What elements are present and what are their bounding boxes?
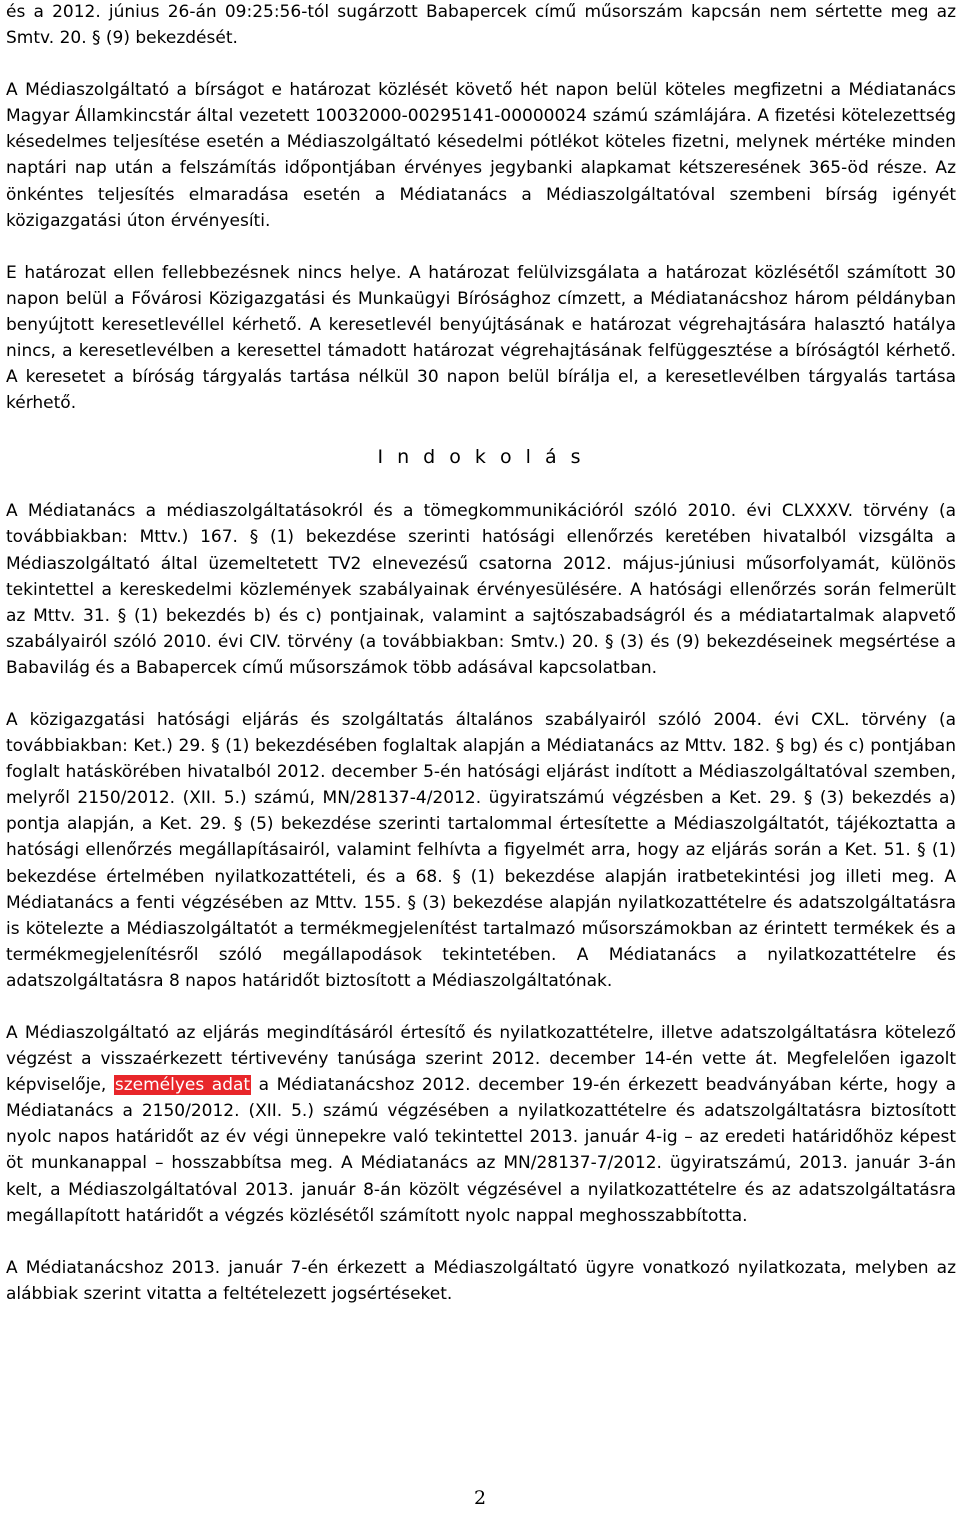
section-heading-reasoning: I n d o k o l á s: [377, 446, 585, 469]
paragraph-appeal: E határozat ellen fellebbezésnek nincs helye. A határozat felülvizsgálata a határozat közlésétől számított 30 napon belül a Fővárosi Közigazgatási és Munkaügyi Bírósághoz címzett, a Médiatanácshoz három példányban benyújtott keresetlevéllel kérhető. A keresetlevél benyújtásának e határozat végrehajtására halasztó hatálya nincs, a keresetlevélben a keresettel támadott határozat végrehajtásának felfüggesztése a bíróságtól kérhető. A keresetet a bíróság tárgyalás tartása nélkül 30 napon belül bírálja el, a keresetlevélben tárgyalás tartása kérhető.: [6, 262, 956, 414]
paragraph-text-before-redaction: A Médiaszolgáltató az eljárás megindításáról értesítő és nyilatkozattételre, illetve adatszolgáltatásra kötelező végzést a visszaérkezett tértivevény tanúsága szerint 2012. december 14-én vette át. Megfelelően igazolt képviselője,: [6, 1023, 956, 1096]
redacted-personal-data: személyes adat: [114, 1075, 251, 1096]
paragraph-statement: A Médiatanácshoz 2013. január 7-én érkezett a Médiaszolgáltató ügyre vonatkozó nyilatkozata, melyben az alábbiak szerint vitatta a feltételezett jogsértéseket.: [6, 1257, 956, 1304]
paragraph-ruling-end: és a 2012. június 26-án 09:25:56-tól sugárzott Babapercek című műsorszám kapcsán nem sértette meg az Smtv. 20. § (9) bekezdését.: [6, 2, 956, 49]
paragraph-deadline-extension: [6, 1020, 956, 1229]
document-page: [6, 0, 956, 1333]
paragraph-proceeding: A közigazgatási hatósági eljárás és szolgáltatás általános szabályairól szóló 2004. évi CXL. törvény (a továbbiakban: Ket.) 29. § (1) bekezdésében foglaltak alapján a Médiatanács az Mttv. 182. § bg) és c) pontjában foglalt hatáskörében hivatalból 2012. december 5-én hatósági eljárást indított a Médiaszolgáltatóval szemben, melyről 2150/2012. (XII. 5.) számú, MN/28137-4/2012. ügyiratszámú végzésben a Ket. 29. § (3) bekezdés a) pontja alapján, a Ket. 29. § (5) bekezdése szerinti tartalommal értesítette a Médiaszolgáltatót, tájékoztatta a hatósági ellenőrzés megállapításairól, valamint felhívta a figyelmét arra, hogy az eljárás során a Ket. 51. § (1) bekezdése értelmében nyilatkozattételi, és a 68. § (1) bekezdése alapján iratbetekintési jog illeti meg. A Médiatanács a fenti végzésében az Mttv. 155. § (3) bekezdése alapján nyilatkozattételre és adatszolgáltatásra is kötelezte a Médiaszolgáltatót a termékmegjelenítést tartalmazó műsorszámokban az érintett termékek és a termékmegjelenítésről szóló megállapodások tekintetében. A Médiatanács a nyilatkozattételre és adatszolgáltatásra 8 napos határidőt biztosított a Médiaszolgáltatónak.: [6, 709, 956, 991]
page-number: 2: [473, 1487, 487, 1509]
paragraph-text-after-redaction: a Médiatanácshoz 2012. december 19-én érkezett beadványában kérte, hogy a Médiatanács a 2150/2012. (XII. 5.) számú végzésében a nyilatkozattételre és adatszolgáltatásra biztosított nyolc napos határidőt az év végi ünnepekre való tekintettel 2013. január 4-ig – az eredeti határidőhöz képest öt munkanappal – hosszabbítsa meg. A Médiatanács az MN/28137-7/2012. ügyiratszámú, 2013. január 3-án kelt, a Médiaszolgáltatóval 2013. január 8-án közölt végzésével a nyilatkozattételre és az adatszolgáltatásra megállapított határidőt a végzés közlésétől számított nyolc nappal meghosszabbította.: [6, 1075, 956, 1226]
paragraph-fine-payment: A Médiaszolgáltató a bírságot e határozat közlését követő hét napon belül köteles megfizetni a Médiatanács Magyar Államkincstár által vezetett 10032000-00295141-00000024 számú számlájára. A fizetési kötelezettség késedelmes teljesítése esetén a Médiaszolgáltató késedelmi pótlékot köteles fizetni, melynek mértéke minden naptári nap után a felszámítás időpontjában érvényes jegybanki alapkamat kétszeresének 365-öd része. Az önkéntes teljesítés elmaradása esetén a Médiatanács a Médiaszolgáltatóval szembeni bírság igényét közigazgatási úton érvényesíti.: [6, 80, 956, 231]
paragraph-inspection: A Médiatanács a médiaszolgáltatásokról és a tömegkommunikációról szóló 2010. évi CLXXXV. törvény (a továbbiakban: Mttv.) 167. § (1) bekezdése szerinti hatósági ellenőrzés keretében hivatalból vizsgálta a Médiaszolgáltató által üzemeltetett TV2 elnevezésű csatorna 2012. május-júniusi műsorfolyamát, különös tekintettel a kereskedelmi közlemények szabályainak érvényesülésére. A hatósági ellenőrzés során felmerült az Mttv. 31. § (1) bekezdés b) és c) pontjainak, valamint a sajtószabadságról és a médiatartalmak alapvető szabályairól szóló 2010. évi CIV. törvény (a továbbiakban: Smtv.) 20. § (3) és (9) bekezdéseinek megsértése a Babavilág és a Babapercek című műsorszámok több adásával kapcsolatban.: [6, 501, 956, 678]
